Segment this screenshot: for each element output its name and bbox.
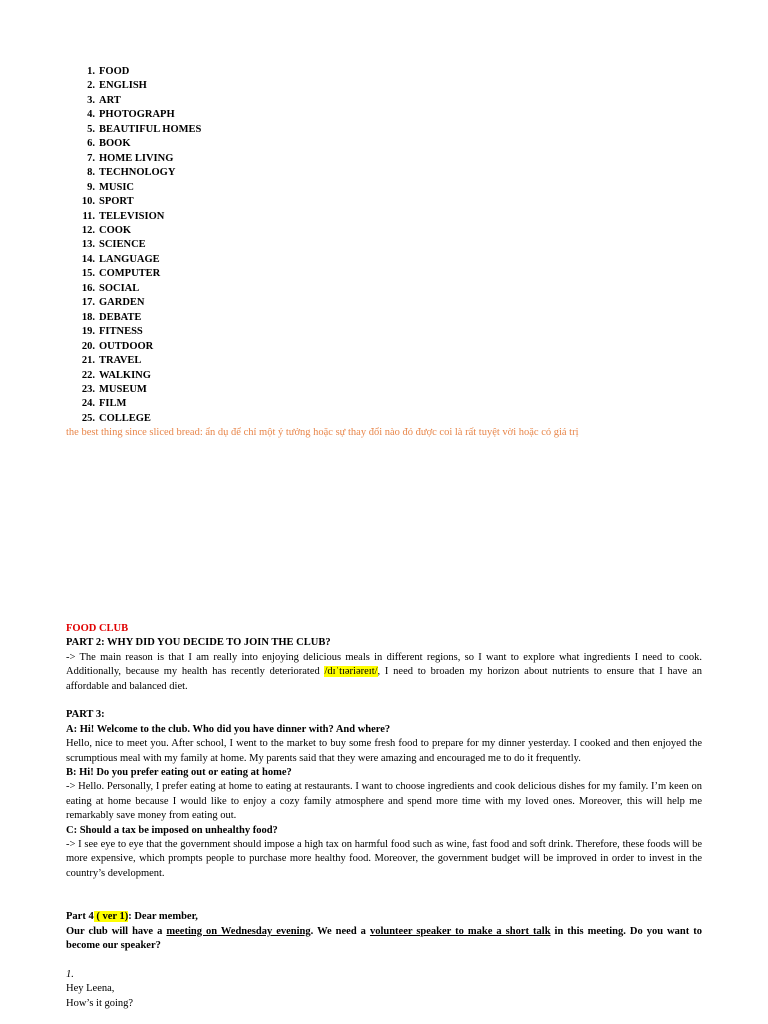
topic-item [66, 195, 201, 209]
part4-heading [66, 910, 702, 924]
topic-number: 12. [81, 224, 95, 236]
topic-number: 14. [81, 253, 95, 265]
topic-label: FITNESS [99, 326, 143, 338]
topic-item [66, 123, 201, 137]
topic-label: FILM [99, 398, 127, 410]
topic-number: 11. [82, 210, 95, 222]
topic-item [66, 65, 201, 79]
prompt-text: . We need a [310, 925, 370, 937]
topic-item [66, 253, 201, 267]
topic-number: 10. [81, 196, 95, 208]
question-c: C: Should a tax be imposed on unhealthy food? [66, 824, 278, 836]
topic-item [66, 137, 201, 151]
prompt-text: Our club will have a [66, 925, 167, 937]
part3-heading: PART 3: [66, 709, 105, 721]
section-title: FOOD CLUB [66, 623, 129, 634]
topic-item [66, 412, 201, 426]
topic-number: 22. [81, 369, 95, 381]
topic-label: OUTDOOR [99, 340, 154, 352]
topic-item [66, 181, 201, 195]
topic-item [66, 79, 201, 93]
topic-item [66, 311, 201, 325]
topic-number: 6. [87, 138, 95, 150]
food-club-section [66, 622, 702, 1011]
topic-number: 9. [87, 181, 95, 193]
part4-version: ( ver 1) [93, 911, 129, 923]
topic-label: ENGLISH [99, 80, 147, 92]
topic-item [66, 369, 201, 383]
topic-number: 18. [81, 311, 95, 323]
topic-number: 4. [87, 109, 95, 121]
topic-item [66, 108, 201, 122]
part4-greeting: : Dear member, [128, 911, 198, 923]
topic-number: 23. [81, 383, 95, 395]
topic-label: MUSEUM [99, 383, 147, 395]
topic-number: 1. [87, 66, 95, 77]
topic-item [66, 267, 201, 281]
topic-label: TECHNOLOGY [99, 167, 176, 179]
letter-number: 1. [66, 968, 74, 980]
topic-label: SPORT [99, 196, 134, 208]
topic-item [66, 354, 201, 368]
letter-line: How’s it going? [66, 997, 134, 1009]
topic-item [66, 397, 201, 411]
topic-label: COOK [99, 224, 132, 236]
prompt-text: in this meeting. Do you want to become our speaker? [66, 925, 702, 951]
topic-label: BEAUTIFUL HOMES [99, 123, 202, 135]
topic-number: 25. [81, 412, 95, 424]
topic-label: ART [99, 94, 121, 106]
answer-a: Hello, nice to meet you. After school, I went to the market to buy some fresh food to prepare for my dinner yesterday. I cooked and then enjoyed the scrumptious meal with my family at home. My parents said that they were amazing and encouraged me to do it frequently. [66, 738, 702, 764]
topic-number: 17. [81, 297, 95, 309]
topic-number: 5. [87, 123, 95, 135]
idiom-note: the best thing since sliced bread: ẩn dụ để chỉ một ý tưởng hoặc sự thay đổi nào đó được coi là rất tuyệt vời hoặc có giá trị [66, 427, 579, 438]
question-a: A: Hi! Welcome to the club. Who did you have dinner with? And where? [66, 723, 391, 735]
topic-item [66, 325, 201, 339]
topic-number: 3. [87, 94, 95, 106]
topic-label: COLLEGE [99, 412, 151, 424]
question-b: B: Hi! Do you prefer eating out or eating at home? [66, 767, 292, 779]
topic-list [66, 65, 201, 426]
topic-label: GARDEN [99, 297, 145, 309]
answer-c: -> I see eye to eye that the government should impose a high tax on harmful food such as wine, fast food and soft drink. Therefore, these foods will be more expensive, which prompts people to purchase more healthy food. Moreover, the government budget will be improved in order to invest in the country’s development. [66, 839, 702, 879]
topic-item [66, 152, 201, 166]
prompt-underline-1: meeting on Wednesday evening [166, 925, 311, 937]
part2-answer [66, 651, 702, 694]
topic-label: DEBATE [99, 311, 142, 323]
topic-label: TELEVISION [99, 210, 165, 222]
topic-item [66, 224, 201, 238]
topic-label: WALKING [99, 369, 151, 381]
topic-number: 21. [81, 355, 95, 367]
phonetic-highlight: /dɪˈtɪəriəreɪt/ [324, 666, 378, 678]
letter-greeting: Hey Leena, [66, 983, 115, 995]
topic-label: TRAVEL [99, 355, 142, 367]
topic-label: SCIENCE [99, 239, 146, 251]
topic-label: PHOTOGRAPH [99, 109, 175, 121]
topic-number: 8. [87, 167, 95, 179]
topic-number: 13. [81, 239, 95, 251]
topic-item [66, 340, 201, 354]
topic-item [66, 210, 201, 224]
topic-number: 24. [81, 398, 95, 410]
part4-label: Part 4 [66, 911, 94, 923]
topic-number: 16. [81, 282, 95, 294]
topic-label: LANGUAGE [99, 253, 160, 265]
topic-item [66, 166, 201, 180]
topic-item [66, 383, 201, 397]
topic-item [66, 282, 201, 296]
topic-number: 19. [81, 326, 95, 338]
topic-label: HOME LIVING [99, 152, 174, 164]
topic-label: FOOD [99, 66, 130, 77]
topic-label: BOOK [99, 138, 131, 150]
topic-label: MUSIC [99, 181, 135, 193]
topic-label: SOCIAL [99, 282, 140, 294]
topic-item [66, 94, 201, 108]
answer-b: -> Hello. Personally, I prefer eating at home to eating at restaurants. I want to choose ingredients and cook delicious dishes for my family. I’m keen on eating at home because I would like to enjoy a cozy family atmosphere and spend more time with my loved ones. Moreover, this will help me remarkably save money from eating out. [66, 781, 702, 822]
topic-item [66, 238, 201, 252]
part2-text-end: , I need to broaden my horizon about nutrients to ensure that I have an affordable and balanced diet. [66, 666, 702, 692]
topic-number: 20. [81, 340, 95, 352]
prompt-underline-2: volunteer speaker to make a short talk [369, 925, 551, 937]
topic-number: 2. [87, 80, 95, 92]
part2-text: -> The main reason is that I am really into enjoying delicious meals in different regions, so I want to explore what ingredients I need to cook. Additionally, because my health has recently deteriorated [66, 651, 702, 678]
topic-item [66, 296, 201, 310]
topic-number: 15. [81, 268, 95, 280]
part2-heading: PART 2: WHY DID YOU DECIDE TO JOIN THE CLUB? [66, 637, 331, 649]
part4-prompt [66, 925, 702, 954]
topic-number: 7. [87, 152, 95, 164]
topic-label: COMPUTER [99, 268, 161, 280]
